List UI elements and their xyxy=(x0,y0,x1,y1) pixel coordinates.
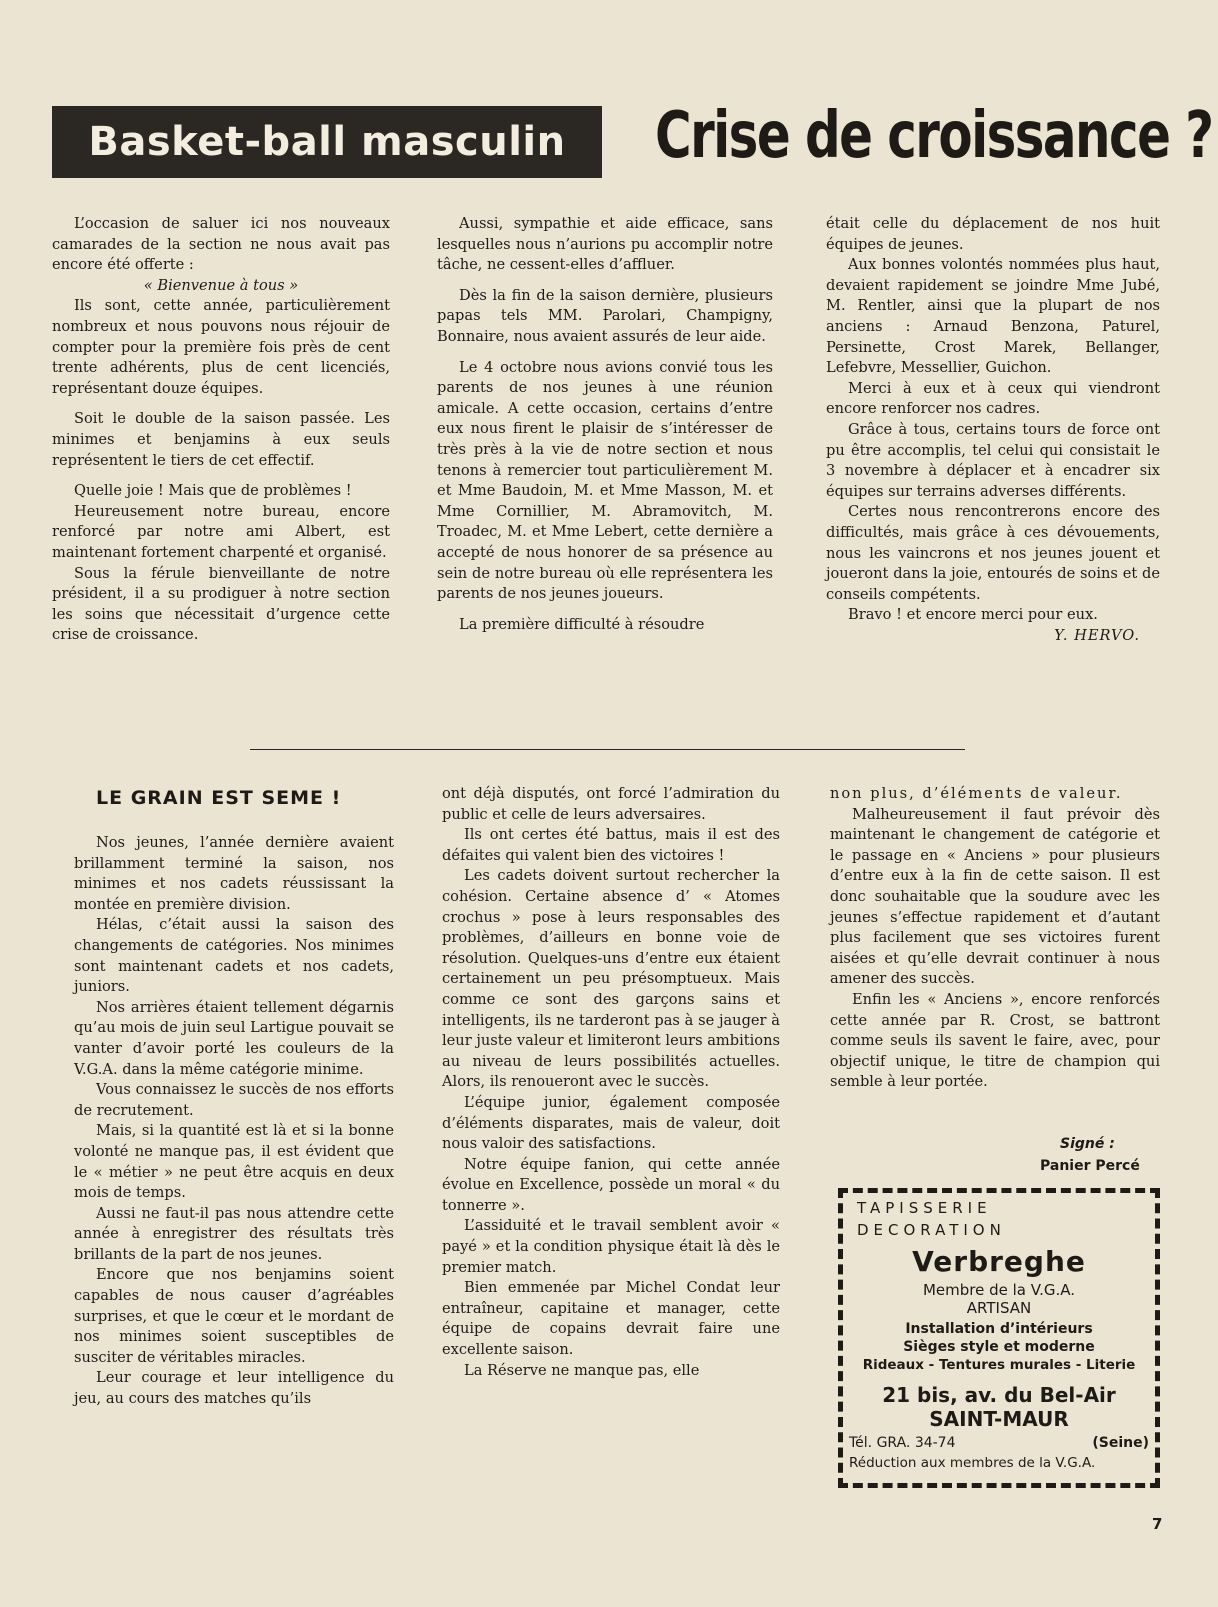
paragraph: Quelle joie ! Mais que de problèmes ! xyxy=(74,482,352,500)
advertisement-box xyxy=(838,1188,1160,1488)
paragraph: Les cadets doivent surtout rechercher la cohésion. Certaine absence d’ « Atomes crochus » pose à leurs responsables des problèmes, d’ailleurs en bonne voie de résolution. Quelques-uns d’entre eux étaient certainement un peu présomptueux. Mais comme ce sont des garçons sains et intelligents, ils ne tarderont pas à se jauger à leur juste valeur et limiteront leurs ambitions au niveau de leurs possibilités actuelles. Alors, ils renoueront avec le succès. xyxy=(442,867,780,1091)
article1-column-3 xyxy=(826,214,1160,646)
ad-region: (Seine) xyxy=(1092,1435,1149,1451)
paragraph-quote: « Bienvenue à tous » xyxy=(143,276,299,294)
paragraph: Vous connaissez le succès de nos efforts de recrutement. xyxy=(74,1081,394,1119)
paragraph: La Réserve ne manque pas, elle xyxy=(464,1361,700,1379)
ad-line-tapisserie: TAPISSERIE xyxy=(857,1199,992,1217)
ad-artisan-line: ARTISAN xyxy=(966,1299,1032,1317)
section-divider xyxy=(250,749,965,750)
section-label: Basket-ball masculin xyxy=(52,106,602,178)
ad-reduction: Réduction aux membres de la V.G.A. xyxy=(849,1455,1096,1471)
ad-brand-name: Verbreghe xyxy=(912,1245,1086,1278)
paragraph: Aussi, sympathie et aide efficace, sans lesquelles nous n’aurions pu accomplir notre tâche, ne cessent-elles d’affluer. xyxy=(437,215,773,274)
paragraph: Notre équipe fanion, qui cette année évolue en Excellence, possède un moral « du tonnerre ». xyxy=(442,1155,780,1214)
paragraph: Nos jeunes, l’année dernière avaient brillamment terminé la saison, nos minimes et nos cadets réussissant la montée en première division. xyxy=(74,834,394,913)
paragraph: ont déjà disputés, ont forcé l’admiration du public et celle de leurs adversaires. xyxy=(442,785,780,823)
paragraph: Merci à eux et à ceux qui viendront encore renforcer nos cadres. xyxy=(826,379,1160,418)
paragraph: Malheureusement il faut prévoir dès maintenant le changement de catégorie et le passage en « Anciens » pour plusieurs d’entre eux à la fin de cette saison. Il est donc souhaitable que la soudure avec les jeunes s’effectue rapidement et d’autant plus facilement que ses victoires furent aisées et qu’elle devrait continuer à nous amener des succès. xyxy=(830,805,1160,988)
paragraph: L’occasion de saluer ici nos nouveaux camarades de la section ne nous avait pas encore été offerte : xyxy=(52,215,390,274)
paragraph: Bravo ! et encore merci pour eux. xyxy=(848,606,1098,624)
ad-rideaux-line: Rideaux - Tentures murales - Literie xyxy=(862,1357,1136,1373)
paragraph: La première difficulté à résoudre xyxy=(459,615,705,633)
ad-member-line: Membre de la V.G.A. xyxy=(922,1281,1076,1299)
signed-name: Panier Percé xyxy=(1040,1158,1140,1174)
ad-sieges-line: Sièges style et moderne xyxy=(903,1339,1095,1355)
article-headline: Crise de croissance ? xyxy=(655,99,1213,173)
paragraph: Certes nous rencontrerons encore des difficultés, mais grâce à ces dévouements, nous les vaincrons et nos jeunes jouent et joueront dans la joie, entourés de soins et de conseils compétents. xyxy=(826,503,1160,603)
paragraph: Grâce à tous, certains tours de force ont pu être accomplis, tel celui qui consistait le 3 novembre à déplacer et à encadrer six équipes sur terrains adverses différents. xyxy=(826,420,1160,500)
author-signature: Y. HERVO. xyxy=(1054,626,1140,644)
article2-signature xyxy=(1010,1133,1170,1177)
paragraph: L’équipe junior, également composée d’éléments disparates, mais de valeur, doit nous valoir des satisfactions. xyxy=(442,1093,780,1153)
paragraph: Heureusement notre bureau, encore renforcé par notre ami Albert, est maintenant fortement charpenté et organisé. xyxy=(52,502,390,561)
paragraph: Mais, si la quantité est là et si la bonne volonté ne manque pas, il est évident que le « métier » ne peut être acquis en deux mois de temps. xyxy=(74,1122,394,1202)
paragraph: Le 4 octobre nous avions convié tous les parents de nos jeunes à une réunion amicale. A cette occasion, certains d’entre eux nous firent le plaisir de s’intéresser de très près à la vie de notre section et nous tenons à remercier tout particulièrement M. et Mme Baudoin, M. et Mme Masson, M. et Mme Cornillier, M. Abramovitch, M. Troadec, M. et Mme Lebert, cette dernière a accepté de nous honorer de sa présence au sein de notre bureau où elle représentera les parents de nos jeunes joueurs. xyxy=(437,358,773,603)
paragraph: Leur courage et leur intelligence du jeu, au cours des matches qu’ils xyxy=(74,1369,394,1408)
paragraph: Ils sont, cette année, particulièrement nombreux et nous pouvons nous réjouir de compter pour la première fois près de cent trente adhérents, plus de cent licenciés, représentant douze équipes. xyxy=(52,297,390,397)
paragraph: Soit le double de la saison passée. Les minimes et benjamins à eux seuls représentent le tiers de cet effectif. xyxy=(52,410,390,469)
article2-column-3 xyxy=(830,784,1160,1093)
ad-city: SAINT-MAUR xyxy=(929,1407,1069,1431)
paragraph: Ils ont certes été battus, mais il est des défaites qui valent bien des victoires ! xyxy=(442,826,780,864)
ad-telephone: Tél. GRA. 34-74 xyxy=(849,1435,956,1451)
paragraph: Enfin les « Anciens », encore renforcés cette année par R. Crost, se battront comme seuls ils savent le faire, avec, pour objectif unique, le titre de champion qui semble à leur portée. xyxy=(830,990,1160,1091)
page-number: 7 xyxy=(1152,1515,1163,1533)
article2-column-2 xyxy=(442,784,780,1381)
paragraph: Hélas, c’était aussi la saison des changements de catégories. Nos minimes sont maintenant cadets et nos cadets, juniors. xyxy=(74,916,394,996)
subsection-heading: LE GRAIN EST SEME ! xyxy=(96,787,342,809)
article1-column-1 xyxy=(52,214,390,646)
paragraph: Aussi ne faut-il pas nous attendre cette année à enregistrer des résultats très brillants de la part de nos jeunes. xyxy=(74,1204,394,1263)
paragraph: non plus, d’éléments de valeur. xyxy=(830,785,1123,802)
paragraph: Aux bonnes volontés nommées plus haut, devaient rapidement se joindre Mme Jubé, M. Rentler, ainsi que la plupart de nos anciens : Arnaud Benzona, Paturel, Persinette, Crost Marek, Bellanger, Lefebvre, Messellier, Guichon. xyxy=(826,256,1160,377)
paragraph: Encore que nos benjamins soient capables de nous causer d’agréables surprises, et que le cœur et le mordant de nos minimes soient susceptibles de susciter de véritables miracles. xyxy=(74,1266,394,1366)
paragraph: Nos arrières étaient tellement dégarnis qu’au mois de juin seul Lartigue pouvait se vanter d’avoir porté les couleurs de la V.G.A. dans la même catégorie minime. xyxy=(74,998,394,1078)
paragraph: L’assiduité et le travail semblent avoir « payé » et la condition physique était là dès le premier match. xyxy=(442,1217,780,1276)
paragraph: Dès la fin de la saison dernière, plusieurs papas tels MM. Parolari, Champigny, Bonnaire, nous avaient assurés de leur aide. xyxy=(437,286,773,345)
paragraph: était celle du déplacement de nos huit équipes de jeunes. xyxy=(826,215,1160,253)
paragraph: Sous la férule bienveillante de notre président, il a su prodiguer à notre section les soins que nécessitait d’urgence cette crise de croissance. xyxy=(52,564,390,644)
ad-address: 21 bis, av. du Bel-Air xyxy=(882,1383,1116,1407)
article1-column-2 xyxy=(437,214,773,635)
article2-column-1 xyxy=(74,833,394,1410)
ad-installation-line: Installation d’intérieurs xyxy=(905,1321,1093,1337)
signed-label: Signé : xyxy=(1060,1136,1115,1152)
ad-line-decoration: DECORATION xyxy=(857,1221,1006,1239)
paragraph: Bien emmenée par Michel Condat leur entraîneur, capitaine et manager, cette équipe de copains devrait faire une excellente saison. xyxy=(442,1279,780,1359)
